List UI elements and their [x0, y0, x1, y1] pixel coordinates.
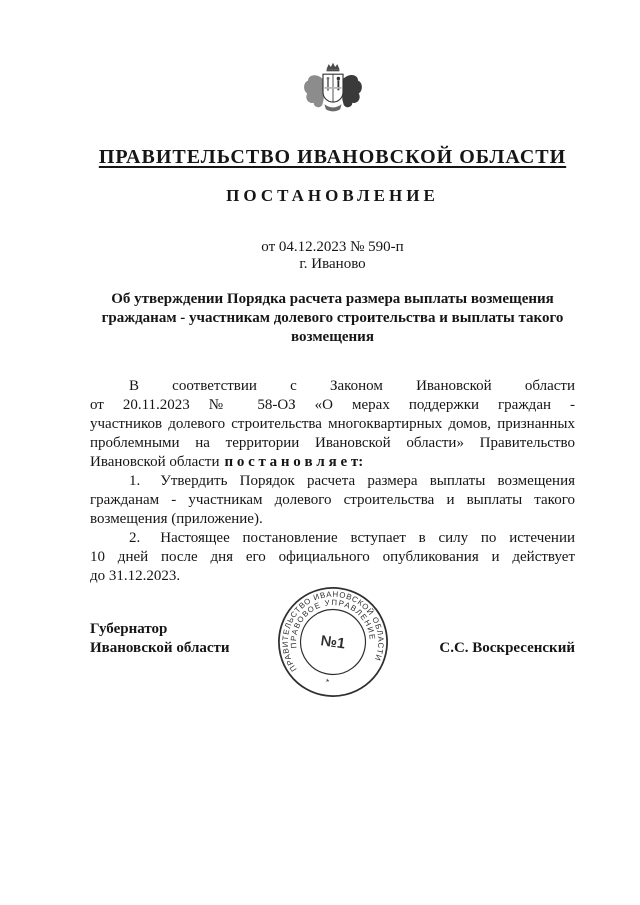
organization-title: ПРАВИТЕЛЬСТВО ИВАНОВСКОЙ ОБЛАСТИ: [98, 146, 567, 168]
signatory-role: [90, 620, 230, 658]
page-content: [90, 0, 575, 688]
stamp-inner-ring-text: ПРАВОВОЕ УПРАВЛЕНИЕ: [288, 597, 377, 649]
city-line: г. Иваново: [299, 256, 366, 272]
item-line: [90, 472, 575, 491]
intro-paragraph: [90, 377, 575, 472]
stamp-center-number: №1: [319, 633, 346, 653]
date-number-line: от 04.12.2023 № 590-п: [261, 239, 404, 255]
item-line: 10 дней после дня его официального опубликования и действует: [90, 549, 575, 565]
stamp-outer-ring-text: ПРАВИТЕЛЬСТВО ИВАНОВСКОЙ ОБЛАСТИ: [280, 589, 385, 674]
intro-last-normal: Ивановской области: [90, 454, 220, 470]
intro-line: от 20.11.2023 № 58-ОЗ «О мерах поддержки граждан -: [90, 397, 575, 413]
document-subject: Об утверждении Порядка расчета размера выплаты возмещения гражданам - участникам долевого строительства и выплаты такого возмещения: [101, 291, 564, 345]
item-line: [90, 529, 575, 548]
item-text: Настоящее постановление вступает в силу по истечении: [160, 530, 575, 546]
intro-line: В соответствии с Законом Ивановской области: [129, 378, 575, 394]
signatory-name: С.С. Воскресенский: [439, 640, 575, 656]
item-paragraph-2: [90, 529, 575, 586]
legal-office-stamp: [274, 583, 392, 701]
item-paragraph-1: [90, 472, 575, 529]
signatory-role-line1: Губернатор: [90, 621, 168, 637]
intro-line: проблемными на территории Ивановской области» Правительство: [90, 435, 575, 451]
intro-line: участников долевого строительства многоквартирных домов, признанных: [90, 416, 575, 432]
document-type-title: ПОСТАНОВЛЕНИЕ: [226, 186, 439, 205]
ivanovo-oblast-coat-of-arms-icon: [297, 62, 369, 130]
date-place-block: [90, 239, 575, 273]
intro-last-line: [90, 453, 575, 472]
item-line: гражданам - участникам долевого строительства и выплаты такого: [90, 492, 575, 508]
stamp-bottom-mark: *: [324, 676, 330, 688]
item-number: 2.: [129, 530, 141, 546]
item-number: 1.: [129, 473, 141, 489]
emblem-container: [90, 62, 575, 124]
item-line: до 31.12.2023.: [90, 568, 181, 584]
document-body: [90, 377, 575, 586]
item-line: возмещения (приложение).: [90, 511, 263, 527]
signatory-role-line2: Ивановской области: [90, 640, 230, 656]
resolves-keyword: п о с т а н о в л я е т:: [224, 454, 364, 470]
item-text: Утвердить Порядок расчета размера выплаты возмещения: [160, 473, 575, 489]
